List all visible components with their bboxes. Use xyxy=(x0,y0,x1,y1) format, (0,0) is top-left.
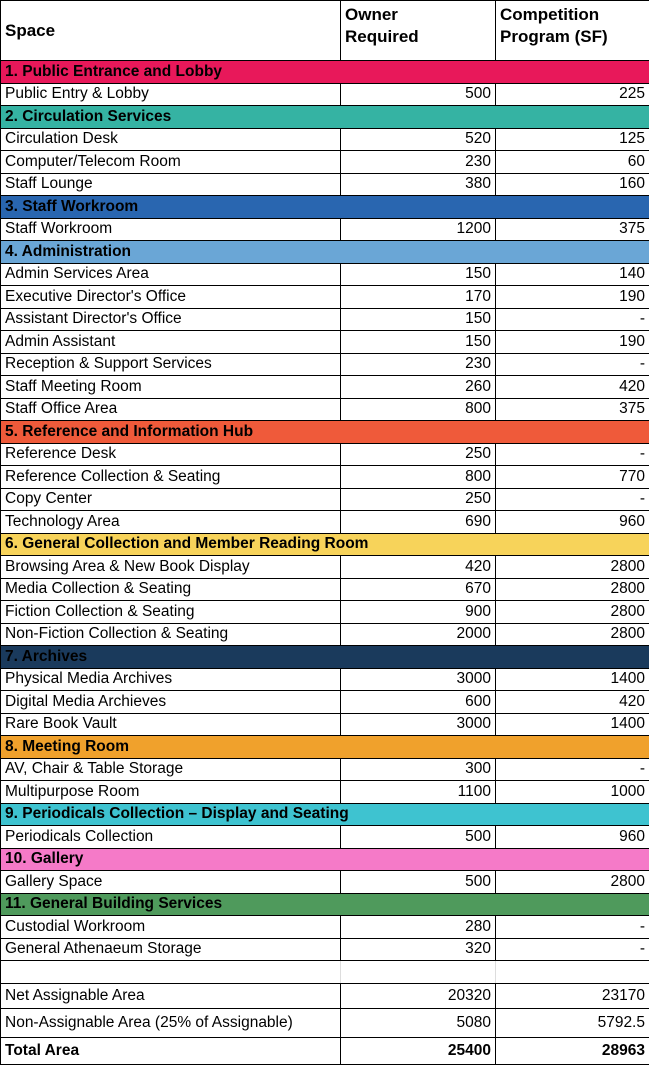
table-row xyxy=(1,578,649,601)
owner-required-cell: 690 xyxy=(341,511,496,534)
table-row xyxy=(1,668,649,691)
total-area-comp: 28963 xyxy=(496,1037,649,1064)
competition-program-cell: 160 xyxy=(496,173,649,196)
header-competition-program xyxy=(496,1,649,61)
owner-required-cell: 420 xyxy=(341,556,496,579)
section-title: 9. Periodicals Collection – Display and Seating xyxy=(1,803,649,826)
header-comp-line1: Competition xyxy=(500,5,599,24)
table-row xyxy=(1,781,649,804)
section-title: 2. Circulation Services xyxy=(1,106,649,129)
table-row xyxy=(1,308,649,331)
owner-required-cell: 800 xyxy=(341,466,496,489)
table-row xyxy=(1,128,649,151)
competition-program-cell: - xyxy=(496,353,649,376)
competition-program-cell: 2800 xyxy=(496,578,649,601)
competition-program-cell: - xyxy=(496,308,649,331)
table-row xyxy=(1,83,649,106)
competition-program-cell: 2800 xyxy=(496,871,649,894)
space-cell: Browsing Area & New Book Display xyxy=(1,556,341,579)
owner-required-cell: 150 xyxy=(341,263,496,286)
competition-program-cell: 770 xyxy=(496,466,649,489)
section-title: 4. Administration xyxy=(1,241,649,264)
header-comp-line2: Program (SF) xyxy=(500,27,608,46)
header-owner-line1: Owner xyxy=(345,5,398,24)
owner-required-cell: 250 xyxy=(341,488,496,511)
competition-program-cell: 375 xyxy=(496,398,649,421)
table-row xyxy=(1,376,649,399)
table-row xyxy=(1,488,649,511)
space-cell: Multipurpose Room xyxy=(1,781,341,804)
total-area-row xyxy=(1,1037,649,1064)
space-cell: Copy Center xyxy=(1,488,341,511)
space-cell: Custodial Workroom xyxy=(1,916,341,939)
space-cell: Assistant Director's Office xyxy=(1,308,341,331)
space-cell: Technology Area xyxy=(1,511,341,534)
non-assignable-comp: 5792.5 xyxy=(496,1008,649,1037)
header-row xyxy=(1,1,649,61)
section-header-row xyxy=(1,106,649,129)
competition-program-cell: - xyxy=(496,938,649,961)
owner-required-cell: 320 xyxy=(341,938,496,961)
owner-required-cell: 170 xyxy=(341,286,496,309)
competition-program-cell: 960 xyxy=(496,511,649,534)
blank-cell xyxy=(1,961,341,984)
table-row xyxy=(1,826,649,849)
table-row xyxy=(1,758,649,781)
owner-required-cell: 230 xyxy=(341,151,496,174)
table-row xyxy=(1,556,649,579)
section-title: 11. General Building Services xyxy=(1,893,649,916)
space-cell: Circulation Desk xyxy=(1,128,341,151)
space-cell: Staff Workroom xyxy=(1,218,341,241)
owner-required-cell: 230 xyxy=(341,353,496,376)
net-assignable-owner: 20320 xyxy=(341,983,496,1008)
section-title: 3. Staff Workroom xyxy=(1,196,649,219)
non-assignable-row xyxy=(1,1008,649,1037)
owner-required-cell: 2000 xyxy=(341,623,496,646)
header-owner-line2: Required xyxy=(345,27,419,46)
owner-required-cell: 300 xyxy=(341,758,496,781)
table-row xyxy=(1,871,649,894)
section-header-row xyxy=(1,646,649,669)
space-cell: Reference Desk xyxy=(1,443,341,466)
table-row xyxy=(1,713,649,736)
section-title: 5. Reference and Information Hub xyxy=(1,421,649,444)
competition-program-cell: - xyxy=(496,488,649,511)
owner-required-cell: 520 xyxy=(341,128,496,151)
table-row xyxy=(1,353,649,376)
owner-required-cell: 150 xyxy=(341,331,496,354)
space-cell: Non-Fiction Collection & Seating xyxy=(1,623,341,646)
table-row xyxy=(1,331,649,354)
competition-program-cell: - xyxy=(496,916,649,939)
competition-program-cell: 2800 xyxy=(496,623,649,646)
section-title: 8. Meeting Room xyxy=(1,736,649,759)
competition-program-cell: 1400 xyxy=(496,668,649,691)
space-cell: Staff Meeting Room xyxy=(1,376,341,399)
owner-required-cell: 800 xyxy=(341,398,496,421)
blank-cell xyxy=(496,961,649,984)
table-row xyxy=(1,173,649,196)
section-header-row xyxy=(1,848,649,871)
owner-required-cell: 1200 xyxy=(341,218,496,241)
space-cell: Executive Director's Office xyxy=(1,286,341,309)
space-cell: Digital Media Archieves xyxy=(1,691,341,714)
space-cell: Reception & Support Services xyxy=(1,353,341,376)
competition-program-cell: - xyxy=(496,443,649,466)
header-owner-required xyxy=(341,1,496,61)
competition-program-cell: 1400 xyxy=(496,713,649,736)
space-cell: Staff Lounge xyxy=(1,173,341,196)
space-cell: Periodicals Collection xyxy=(1,826,341,849)
competition-program-cell: - xyxy=(496,758,649,781)
section-header-row xyxy=(1,893,649,916)
table-row xyxy=(1,398,649,421)
table-row xyxy=(1,443,649,466)
owner-required-cell: 900 xyxy=(341,601,496,624)
section-title: 1. Public Entrance and Lobby xyxy=(1,61,649,84)
table-row xyxy=(1,286,649,309)
space-cell: Staff Office Area xyxy=(1,398,341,421)
space-cell: Admin Services Area xyxy=(1,263,341,286)
table-row xyxy=(1,466,649,489)
section-title: 10. Gallery xyxy=(1,848,649,871)
space-cell: AV, Chair & Table Storage xyxy=(1,758,341,781)
owner-required-cell: 670 xyxy=(341,578,496,601)
net-assignable-comp: 23170 xyxy=(496,983,649,1008)
owner-required-cell: 3000 xyxy=(341,713,496,736)
competition-program-cell: 375 xyxy=(496,218,649,241)
table-row xyxy=(1,511,649,534)
owner-required-cell: 150 xyxy=(341,308,496,331)
section-header-row xyxy=(1,803,649,826)
owner-required-cell: 500 xyxy=(341,871,496,894)
space-cell: Rare Book Vault xyxy=(1,713,341,736)
table-row xyxy=(1,151,649,174)
owner-required-cell: 600 xyxy=(341,691,496,714)
space-cell: Media Collection & Seating xyxy=(1,578,341,601)
owner-required-cell: 3000 xyxy=(341,668,496,691)
non-assignable-owner: 5080 xyxy=(341,1008,496,1037)
competition-program-cell: 2800 xyxy=(496,601,649,624)
space-cell: Gallery Space xyxy=(1,871,341,894)
owner-required-cell: 500 xyxy=(341,826,496,849)
competition-program-cell: 140 xyxy=(496,263,649,286)
space-cell: Reference Collection & Seating xyxy=(1,466,341,489)
competition-program-cell: 420 xyxy=(496,691,649,714)
space-cell: Admin Assistant xyxy=(1,331,341,354)
table-row xyxy=(1,601,649,624)
section-header-row xyxy=(1,421,649,444)
table-row xyxy=(1,218,649,241)
competition-program-cell: 1000 xyxy=(496,781,649,804)
competition-program-cell: 225 xyxy=(496,83,649,106)
owner-required-cell: 280 xyxy=(341,916,496,939)
table-body xyxy=(1,61,649,961)
competition-program-cell: 420 xyxy=(496,376,649,399)
non-assignable-label: Non-Assignable Area (25% of Assignable) xyxy=(1,1008,341,1037)
owner-required-cell: 380 xyxy=(341,173,496,196)
competition-program-cell: 125 xyxy=(496,128,649,151)
blank-cell xyxy=(341,961,496,984)
owner-required-cell: 260 xyxy=(341,376,496,399)
section-header-row xyxy=(1,533,649,556)
space-cell: General Athenaeum Storage xyxy=(1,938,341,961)
competition-program-cell: 190 xyxy=(496,286,649,309)
section-header-row xyxy=(1,61,649,84)
space-cell: Physical Media Archives xyxy=(1,668,341,691)
competition-program-cell: 2800 xyxy=(496,556,649,579)
blank-row xyxy=(1,961,649,984)
table-row xyxy=(1,916,649,939)
competition-program-cell: 960 xyxy=(496,826,649,849)
competition-program-cell: 190 xyxy=(496,331,649,354)
owner-required-cell: 500 xyxy=(341,83,496,106)
net-assignable-row xyxy=(1,983,649,1008)
space-cell: Fiction Collection & Seating xyxy=(1,601,341,624)
owner-required-cell: 250 xyxy=(341,443,496,466)
total-area-owner: 25400 xyxy=(341,1037,496,1064)
header-space: Space xyxy=(1,1,341,61)
section-title: 7. Archives xyxy=(1,646,649,669)
space-cell: Public Entry & Lobby xyxy=(1,83,341,106)
table-row xyxy=(1,263,649,286)
table-row xyxy=(1,691,649,714)
space-cell: Computer/Telecom Room xyxy=(1,151,341,174)
competition-program-cell: 60 xyxy=(496,151,649,174)
owner-required-cell: 1100 xyxy=(341,781,496,804)
table-row xyxy=(1,623,649,646)
section-header-row xyxy=(1,196,649,219)
section-title: 6. General Collection and Member Reading Room xyxy=(1,533,649,556)
total-area-label: Total Area xyxy=(1,1037,341,1064)
table-row xyxy=(1,938,649,961)
totals-body xyxy=(1,961,649,1065)
net-assignable-label: Net Assignable Area xyxy=(1,983,341,1008)
section-header-row xyxy=(1,736,649,759)
section-header-row xyxy=(1,241,649,264)
